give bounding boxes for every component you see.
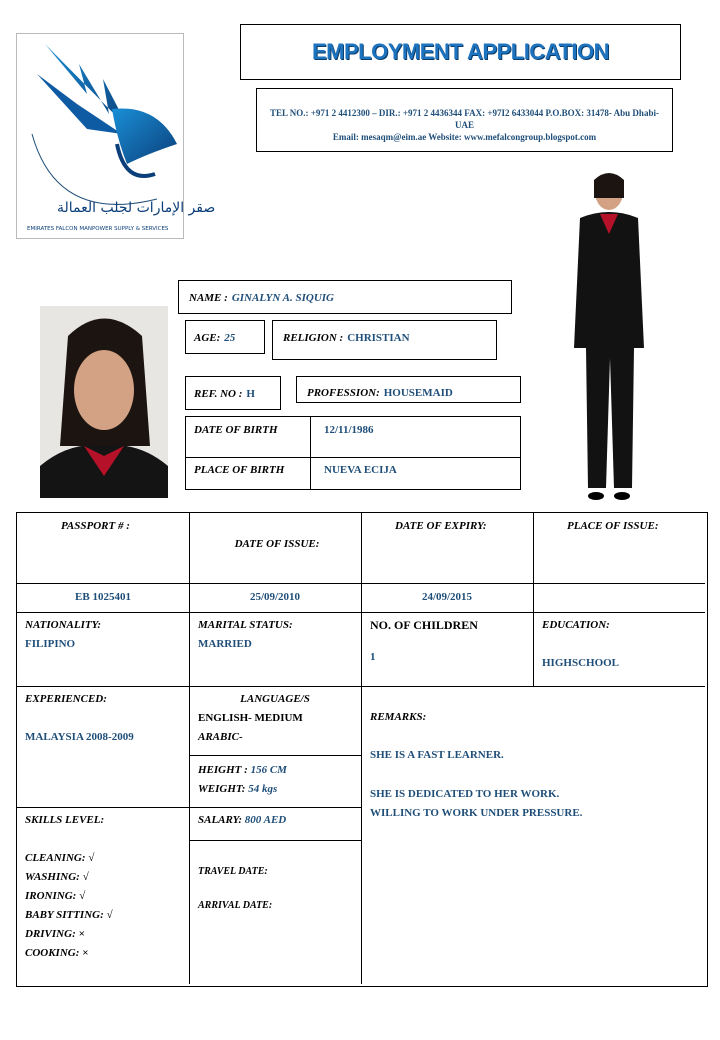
skill-item: [25, 868, 89, 887]
age-value: 25: [224, 332, 236, 344]
religion-label: RELIGION :: [283, 332, 344, 344]
remark-line: SHE IS DEDICATED TO HER WORK.: [370, 788, 560, 800]
skills-label: SKILLS LEVEL:: [25, 814, 105, 826]
check-icon: √: [106, 909, 113, 921]
weight-field: [198, 780, 277, 799]
nationality-value: FILIPINO: [25, 638, 76, 650]
name-field: [178, 280, 512, 314]
skill-name: COOKING:: [25, 947, 80, 959]
remark-line: SHE IS A FAST LEARNER.: [370, 749, 504, 761]
nationality-label: NATIONALITY:: [25, 619, 101, 631]
place-label: PLACE OF ISSUE:: [567, 520, 659, 532]
marital-value: MARRIED: [198, 638, 252, 650]
weight-value: 54 kgs: [248, 783, 278, 795]
title-box: [240, 24, 681, 80]
issue-date: 25/09/2010: [249, 591, 301, 603]
profession-field: [296, 376, 521, 403]
check-icon: √: [88, 852, 95, 864]
weight-label: WEIGHT:: [198, 783, 246, 795]
salary-label: SALARY:: [198, 814, 243, 826]
skill-name: DRIVING:: [25, 928, 76, 940]
check-icon: √: [82, 871, 89, 883]
headshot-photo: [40, 306, 168, 498]
contact-box: [256, 88, 673, 152]
children-label: NO. OF CHILDREN: [370, 618, 478, 632]
profession-label: PROFESSION:: [307, 387, 380, 399]
check-icon: √: [79, 890, 86, 902]
skill-item: [25, 906, 113, 925]
salary-value: 800 AED: [244, 814, 287, 826]
height-field: [198, 761, 287, 780]
remarks-label: REMARKS:: [370, 711, 427, 723]
arrival-date-label: ARRIVAL DATE:: [198, 900, 273, 911]
children-value: 1: [370, 651, 376, 663]
cross-icon: ×: [82, 947, 89, 959]
skill-item: [25, 887, 85, 906]
profession-value: HOUSEMAID: [383, 387, 453, 399]
full-body-photo: [566, 168, 652, 504]
remark-line: WILLING TO WORK UNDER PRESSURE.: [370, 807, 583, 819]
logo-arabic-text: صقر الإمارات لجلب العمالة: [57, 200, 216, 216]
name-value: GINALYN A. SIQUIG: [231, 292, 334, 304]
age-label: AGE:: [194, 332, 221, 344]
expiry-label: DATE OF EXPIRY:: [395, 520, 487, 532]
religion-field: [272, 320, 497, 360]
height-value: 156 CM: [250, 764, 287, 776]
page-title: EMPLOYMENT APPLICATION: [312, 39, 609, 64]
contact-phone: TEL NO.: +971 2 4412300 – DIR.: +971 2 4436344 FAX: +97I2 6433044 P.O.BOX: 31478- Abu Dhabi-UAE: [270, 108, 659, 130]
skill-name: IRONING:: [25, 890, 77, 902]
skill-item: [25, 925, 85, 944]
dob-label: DATE OF BIRTH: [194, 424, 278, 436]
height-label: HEIGHT :: [198, 764, 248, 776]
pob-label: PLACE OF BIRTH: [194, 464, 285, 476]
skill-name: WASHING:: [25, 871, 80, 883]
marital-label: MARITAL STATUS:: [198, 619, 293, 631]
age-field: [185, 320, 265, 354]
birth-table: [185, 416, 521, 490]
ref-label: REF. NO :: [194, 388, 243, 400]
name-label: NAME :: [189, 292, 228, 304]
language-label: LANGUAGE/S: [240, 693, 310, 705]
experienced-label: EXPERIENCED:: [25, 693, 107, 705]
travel-date-label: TRAVEL DATE:: [198, 866, 268, 877]
ref-value: H: [246, 388, 255, 400]
skill-item: [25, 849, 94, 868]
logo-english-text: EMIRATES FALCON MANPOWER SUPPLY & SERVICES: [27, 226, 169, 232]
skill-name: CLEANING:: [25, 852, 86, 864]
issue-label: DATE OF ISSUE:: [234, 538, 320, 550]
language-arabic: ARABIC-: [198, 731, 243, 743]
cross-icon: ×: [78, 928, 85, 940]
education-value: HIGHSCHOOL: [542, 657, 620, 669]
contact-email: Email: mesaqm@eim.ae Website: www.mefalcongroup.blogspot.com: [332, 132, 597, 142]
education-label: EDUCATION:: [542, 619, 610, 631]
ref-field: [185, 376, 281, 410]
company-logo: [16, 33, 216, 239]
experienced-value: MALAYSIA 2008-2009: [25, 731, 134, 743]
language-english: ENGLISH- MEDIUM: [198, 712, 303, 724]
salary-field: [198, 811, 286, 830]
dob-value: 12/11/1986: [324, 424, 374, 436]
skill-item: [25, 944, 88, 963]
passport-number: EB 1025401: [75, 591, 131, 603]
religion-value: CHRISTIAN: [347, 332, 410, 344]
expiry-date: 24/09/2015: [421, 591, 473, 603]
details-table: [16, 512, 708, 987]
skill-name: BABY SITTING:: [25, 909, 104, 921]
pob-value: NUEVA ECIJA: [324, 464, 397, 476]
passport-label: PASSPORT # :: [61, 520, 130, 532]
